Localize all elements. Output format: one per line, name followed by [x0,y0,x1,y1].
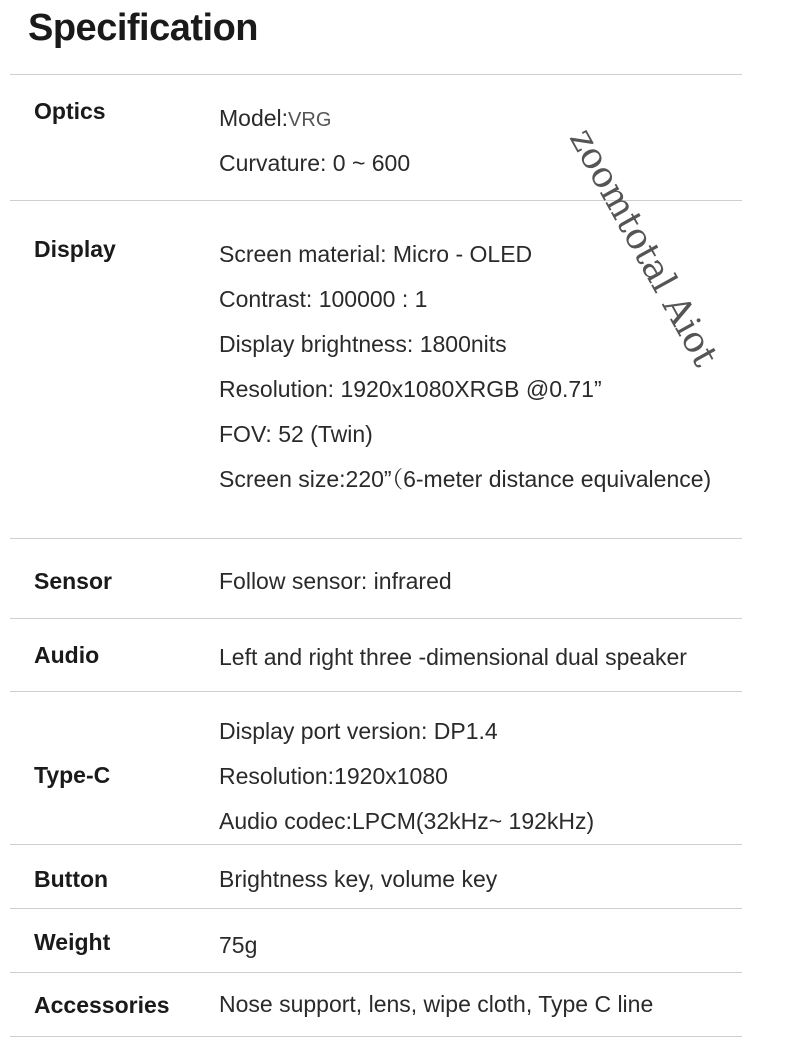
optics-label: Optics [34,98,106,124]
divider [10,618,742,619]
audio-value: Left and right three -dimensional dual speaker [219,644,687,670]
typec-line: Display port version: DP1.4 [219,718,498,744]
sensor-value: Follow sensor: infrared [219,568,452,594]
divider [10,844,742,845]
weight-label: Weight [34,929,111,955]
page-title: Specification [28,7,258,49]
display-line: Contrast: 100000 : 1 [219,286,428,312]
divider [10,691,742,692]
audio-label: Audio [34,642,100,668]
typec-line: Resolution:1920x1080 [219,763,448,789]
display-line: Screen material: Micro - OLED [219,241,533,267]
display-label: Display [34,236,116,262]
display-line: Display brightness: 1800nits [219,331,507,357]
accessories-value: Nose support, lens, wipe cloth, Type C line [219,991,654,1017]
typec-label: Type-C [34,762,111,788]
optics-curvature: Curvature: 0 ~ 600 [219,150,411,176]
accessories-label: Accessories [34,992,170,1018]
button-value: Brightness key, volume key [219,866,498,892]
optics-model-value: VRG [288,109,332,131]
divider [10,972,742,973]
optics-model-prefix: Model: [219,105,289,131]
weight-value: 75g [219,932,258,958]
divider [10,538,742,539]
divider [10,74,742,75]
watermark: zoomtotal Aiot [561,121,726,374]
display-line: Screen size:220”（6-meter distance equivalence) [219,466,712,492]
button-label: Button [34,866,109,892]
sensor-label: Sensor [34,568,112,594]
divider [10,1036,742,1037]
display-line: FOV: 52 (Twin) [219,421,373,447]
divider [10,908,742,909]
display-line: Resolution: 1920x1080XRGB @0.71” [219,376,602,402]
optics-model [219,103,331,135]
typec-line: Audio codec:LPCM(32kHz~ 192kHz) [219,808,595,834]
